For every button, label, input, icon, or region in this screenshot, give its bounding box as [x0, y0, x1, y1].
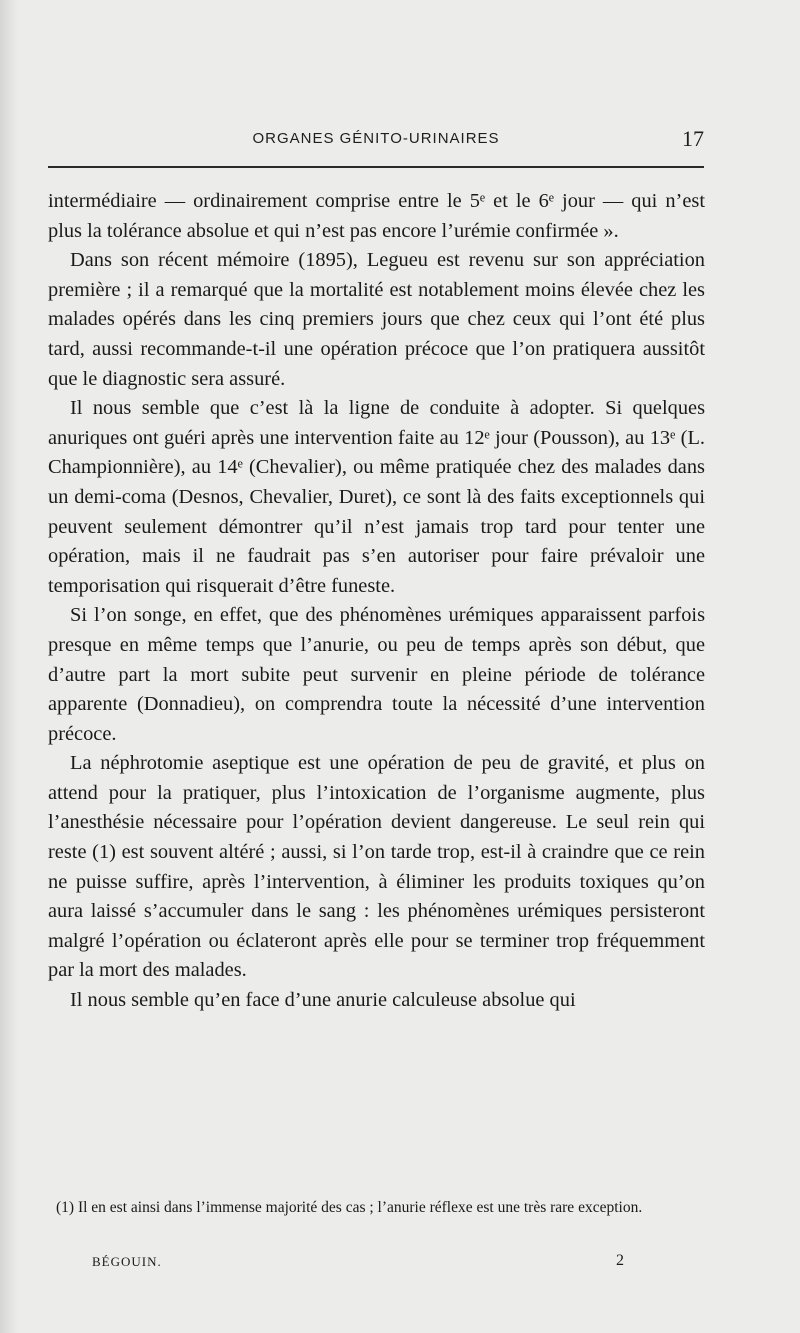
sheet-number: 2 — [616, 1252, 624, 1269]
running-title: ORGANES GÉNITO-URINAIRES — [252, 130, 500, 147]
footnote-mark: (1) — [56, 1199, 75, 1216]
page-body — [48, 187, 705, 1016]
page-header — [48, 126, 704, 156]
page-number: 17 — [682, 126, 704, 151]
paragraph: Il nous semble qu’en face d’une anurie calculeuse absolue qui — [70, 989, 576, 1012]
paragraph: La néphrotomie aseptique est une opération de peu de gravité, et plus on attend pour la pratiquer, plus l’intoxication de l’organisme augmente, plus l’anesthésie nécessaire pour l’opération devient dangereuse. Le seul rein qui reste (1) est souvent altéré ; aussi, si l’on tarde trop, est-il à craindre que ce rein ne puisse suffire, après l’intervention, à éliminer les produits toxiques qu’on aura laissé s’accumuler dans le sang : les phénomènes urémiques persisteront malgré l’opération ou éclateront après elle pour se terminer trop fréquemment par la mort des malades. — [48, 752, 705, 982]
signature-mark: BÉGOUIN. — [92, 1254, 162, 1269]
header-rule — [48, 166, 704, 168]
footnote — [48, 1196, 706, 1220]
paragraph: Si l’on songe, en effet, que des phénomènes urémiques apparaissent parfois presque en même temps que l’anurie, ou peu de temps après son début, que d’autre part la mort subite peut survenir en pleine période de tolérance apparente (Donnadieu), on comprendra toute la nécessité d’une intervention précoce. — [48, 604, 705, 745]
paragraph: Il nous semble que c’est là la ligne de conduite à adopter. Si quelques anuriques ont guéri après une intervention faite au 12ᵉ jour (Pousson), au 13ᵉ (L. Championnière), au 14ᵉ (Chevalier), ou même pratiquée chez des malades dans un demi-coma (Desnos, Chevalier, Duret), ce sont là des faits exceptionnels qui peuvent seulement démontrer qu’il n’est jamais trop tard pour tenter une opération, mais il ne faudrait pas s’en autoriser pour faire prévaloir une temporisation qui risquerait d’être funeste. — [48, 397, 705, 597]
footnote-text: Il en est ainsi dans l’immense majorité des cas ; l’anurie réflexe est une très rare exception. — [77, 1199, 643, 1216]
paragraph: Dans son récent mémoire (1895), Legueu est revenu sur son appréciation première ; il a remarqué que la mortalité est notablement moins élevée chez les malades opérés dans les cinq premiers jours que chez ceux qui l’ont été plus tard, aussi recommande-t-il une opération précoce que l’on pratiquera aussitôt que le diagnostic sera assuré. — [48, 249, 705, 390]
page-footer — [48, 1252, 704, 1272]
paragraph: intermédiaire — ordinairement comprise entre le 5ᵉ et le 6ᵉ jour — qui n’est plus la tolérance absolue et qui n’est pas encore l’urémie confirmée ». — [48, 190, 705, 242]
